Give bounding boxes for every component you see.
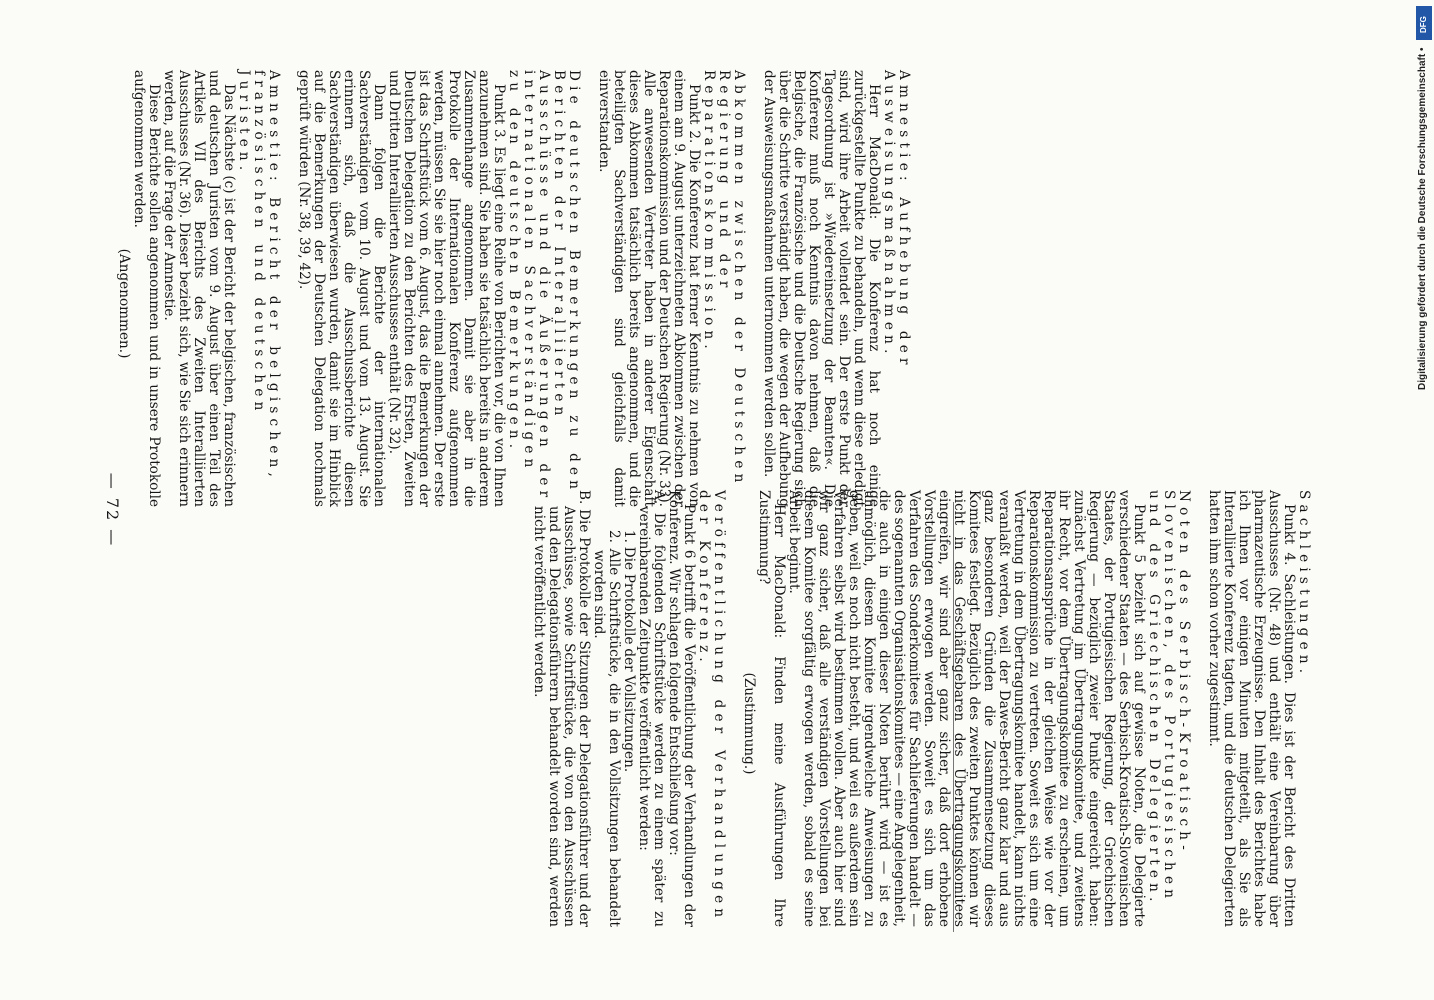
section-gap [726, 490, 741, 927]
section-gap [581, 70, 596, 507]
funding-caption: Digitalisierung gefördert durch die Deutsche Forschungsgemeinschaft • [1417, 47, 1428, 390]
page-number: — 72 — [103, 472, 122, 548]
body-paragraph: Punkt 5 bezieht sich auf gewisse Noten, die Delegierte verschiedener Staaten — des Serbisch-Kroatisch-Slovenischen Staates, der Portugiesischen Regierung, der Griechischen Regierung — bezüglich zweier Punkte eingereicht haben: zunächst Vertretung im Übertragungskomitee, und zweitens ihr Recht, vor dem Übertragungskomitee zu erscheinen, um Reparationsansprüche in der gleichen Weise wie vor der Reparationskommission zu vertreten. Soweit es sich um eine Vertretung in dem Übertragungskomitee handelt, kann nichts veranlaßt werden, weil der Dawes-Bericht ganz klar und aus ganz besonderen Gründen die Zusammensetzung dieses Komitees festlegt. Bezüglich des zweiten Punktes können wir nicht in das Geschäftsgebaren des Übertragungskomitees eingreifen, wir sind aber ganz sicher, daß dort erhobene Vorstellungen erwogen werden. Soweit es sich um das Verfahren des Sonderkomitees für Sachlieferungen handelt — des sogenannten Organisationskomitees — eine Angelegenheit, die auch in einigen dieser Noten berührt wird — ist es unmöglich, diesem Komitee irgendwelche Anweisungen zu geben, weil es noch nicht besteht, und weil es außerdem sein Verfahren selbst wird bestimmen wollen. Aber auch hier sind wir ganz sicher, daß alle verständigen Vorstellungen bei diesem Komitee sorgfältig erwogen werden, sobald es seine Arbeit beginnt. [786, 490, 1147, 927]
body-paragraph: Das Nächste (c) ist der Bericht der belgischen, französischen und deutschen Juristen vom 9. August über einen Teil des Artikels VII des Berichts des Zweiten Interalliierten Ausschusses (Nr. 36). Dieser bezieht sich, wie Sie sich erinnern werden, auf die Frage der Amnestie. [161, 70, 237, 507]
section-gap [1191, 490, 1206, 927]
funding-sidebar [1414, 10, 1432, 390]
list-item: A. Die folgenden Schriftstücke werden zu einem später zu vereinbarenden Zeitpunkte veröffentlicht werden: [636, 490, 667, 927]
bracketed-note: (Zustimmung.) [741, 672, 757, 775]
bracketed-note: (Angenommen.) [116, 248, 132, 359]
body-paragraph: Punkt 3. Es liegt eine Reihe von Berichten vor, die von Ihnen anzunehmen sind. Sie haben sie tatsächlich bereits in anderem Zusammenhange angenommen. Damit sie aber in die Protokolle der Internationalen Konferenz aufgenommen werden, müssen Sie sie hier noch einmal annehmen. Der erste ist das Schriftstück vom 6. August, das die Bemerkungen der Deutschen Delegation zu den Berichten des Ersten, Zweiten und Dritten Interalliierten Ausschusses enthält (Nr. 32). [386, 70, 507, 507]
body-paragraph: Diese Berichte sollen angenommen und in unsere Protokolle aufgenommen werden. [131, 70, 162, 507]
section-heading: Die deutschen Bemerkungen zu den Berichten der Interalliierten Ausschüsse und die Äußerungen der internationalen Sachverständigen zu den deutschen Bemerkungen. [506, 70, 582, 503]
body-paragraph: Punkt 2. Die Konferenz hat ferner Kenntnis zu nehmen von einem am 9. August unterzeichneten Abkommen zwischen der Reparationskommission und der Deutschen Regierung (Nr. 33). Alle anwesenden Vertreter haben in anderer Eigenschaft dieses Abkommen tatsächlich bereits angenommen, und die beteiligten Sachverständigen sind gleichfalls damit einverstanden. [596, 70, 702, 507]
list-item: B. Die Protokolle der Sitzungen der Delegationsführer und der Ausschüsse, sowie Schriftstücke, die von den Ausschüssen und den Delegationsführern behandelt worden sind, werden nicht veröffentlicht werden. [531, 490, 592, 927]
section-gap [746, 70, 761, 507]
section-heading: Amnestie: Bericht der belgischen, französischen und deutschen Juristen. [236, 70, 282, 483]
section-heading: Veröffentlichung der Verhandlungen der Konferenz. [696, 490, 727, 923]
body-paragraph: Dann folgen die Berichte der internationalen Sachverständigen vom 10. August und vom 13. August. Sie erinnern sich, daß die Ausschussberichte diesen Sachverständigen überwiesen wurden, damit sie im Hinblick auf die Bemerkungen der Deutschen Delegation nochmals geprüft würden (Nr. 38, 39, 42). [296, 70, 387, 507]
body-paragraph: Herr MacDonald: Finden meine Ausführungen Ihre Zustimmung? [756, 490, 787, 927]
right-column [531, 490, 1311, 927]
sub-list-item: 1. Die Protokolle der Vollsitzungen. [621, 530, 637, 773]
section-heading: Noten des Serbisch-Kroatisch-Slovenischen, des Portugiesischen und des Griechischen Delegierten. [1146, 490, 1192, 907]
body-paragraph: Punkt 4. Sachleistungen. Dies ist der Bericht des Dritten Ausschusses (Nr. 48) und enthält eine Vereinbarung über pharmazeutische Erzeugnisse. Den Inhalt des Berichtes habe ich Ihnen vor einigen Minuten mitgeteilt, als Sie als Interalliierte Konferenz tagten, und die deutschen Delegierten hatten ihm schon vorher zugestimmt. [1206, 490, 1297, 927]
section-heading: Sachleistungen. [1296, 490, 1312, 679]
left-column [116, 70, 911, 507]
section-heading: Amnestie: Aufhebung der Ausweisungsmaßnahmen. [881, 70, 912, 370]
body-paragraph: Herr MacDonald: Die Konferenz hat noch einige zurückgestellte Punkte zu behandeln, und wenn diese erledigt sind, wird ihre Arbeit vollendet sein. Der erste Punkt der Tagesordnung ist »Wiedereinsetzung der Beamten«. Die Konferenz muß noch Kenntnis davon nehmen, daß die Belgische, die Französische und die Deutsche Regierung sich über die Schritte verständigt haben, die wegen der Aufhebung der Ausweisungsmaßnahmen unternommen werden sollen. [761, 70, 882, 507]
body-paragraph: Punkt 6 betrifft die Veröffentlichung der Verhandlungen der Konferenz. Wir schlagen folgende Entschließung vor: [666, 490, 697, 927]
dfg-logo-text: DFG [1419, 16, 1428, 33]
section-heading: Abkommen zwischen der Deutschen Regierung und der Reparationskommission. [701, 70, 747, 488]
sub-list-item: 2. Alle Schriftstücke, die in den Vollsitzungen behandelt worden sind. [591, 530, 622, 927]
section-gap [281, 70, 296, 507]
